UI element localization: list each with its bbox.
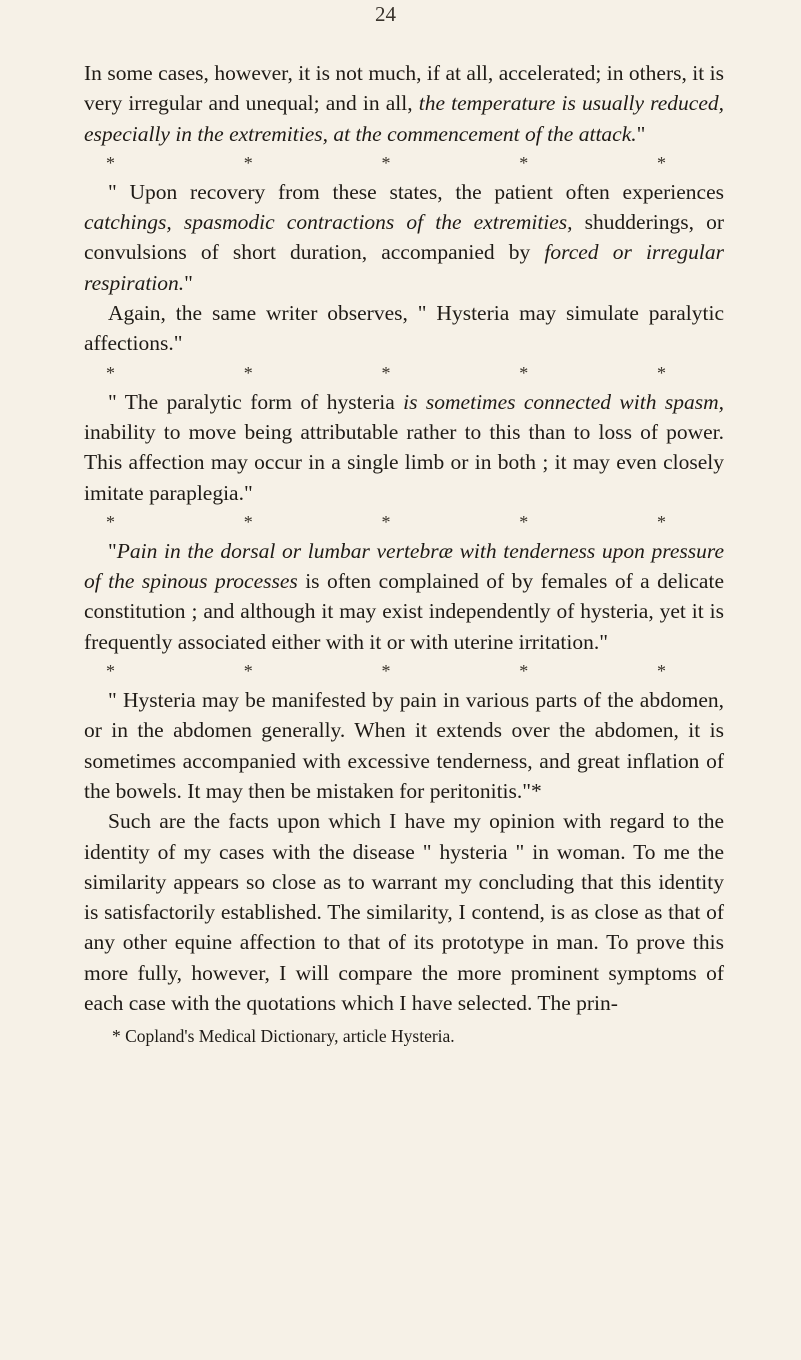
asterisk: * (381, 661, 391, 682)
text-run: " (184, 270, 193, 295)
asterisk: * (243, 152, 253, 173)
italic-text: forced or irregular respiration. (84, 240, 724, 295)
section-separator-stars (106, 149, 666, 177)
asterisk: * (657, 661, 666, 682)
footnote: * Copland's Medical Dictionary, article Hysteria. (112, 1026, 455, 1047)
section-separator-stars (106, 657, 666, 685)
asterisk: * (381, 511, 391, 532)
italic-text: the temperature is usually reduced, especially in the extremities, at the commencement of the attack. (84, 91, 724, 146)
italic-text: is sometimes connected with spasm, (403, 389, 724, 414)
asterisk: * (519, 362, 529, 383)
text-run: " Hysteria may be manifested by pain in various parts of the abdomen, or in the abdomen generally. When it extends over the abdomen, it is sometimes accompanied with excessive tenderness, and great inflation of the bowels. It may then be mistaken for peritonitis."* (84, 688, 724, 803)
asterisk: * (519, 511, 529, 532)
text-run: shudderings, or convulsions of short duration, accompanied by (84, 210, 724, 265)
text-run: Again, the same writer observes, " Hysteria may simulate paralytic affections." (84, 301, 724, 356)
asterisk: * (657, 511, 666, 532)
asterisk: * (106, 511, 115, 532)
text-run: " (108, 538, 117, 563)
text-run: In some cases, however, it is not much, if at all, accelerated; in others, it is very irregular and unequal; and in all, (84, 61, 724, 116)
asterisk: * (519, 661, 529, 682)
paragraph-p1 (84, 58, 724, 149)
asterisk: * (381, 362, 391, 383)
section-separator-stars (106, 508, 666, 536)
asterisk: * (381, 152, 391, 173)
asterisk: * (243, 661, 253, 682)
paragraph-p2 (84, 177, 724, 298)
asterisk: * (106, 362, 115, 383)
italic-text: Pain in the dorsal or lumbar vertebræ with tenderness upon pressure of the spinous processes (84, 538, 724, 594)
asterisk: * (657, 362, 666, 383)
asterisk: * (106, 661, 115, 682)
section-separator-stars (106, 359, 666, 387)
paragraph-p7 (84, 806, 724, 1018)
text-run: " The paralytic form of hysteria (108, 389, 404, 414)
text-run: " Upon recovery from these states, the patient often experiences (108, 179, 724, 204)
body-text (84, 58, 724, 1048)
text-run: Such are the facts upon which I have my opinion with regard to the identity of my cases with the disease " hysteria " in woman. To me the similarity appears so close as to warrant my concluding that this identity is satisfactorily established. The similarity, I contend, is as close as that of any other equine affection to that of its prototype in man. To prove this more fully, however, I will compare the more prominent symptoms of each case with the quotations which I have selected. The prin- (84, 809, 724, 1016)
text-run: inability to move being attributable rather to this than to loss of power. This affection may occur in a single limb or in both ; it may even closely imitate paraplegia." (84, 419, 724, 505)
text-run: " (636, 121, 646, 146)
italic-text: catchings, spasmodic contractions of the extremities, (84, 210, 573, 235)
asterisk: * (657, 152, 666, 173)
paragraph-p3 (84, 298, 724, 359)
text-run: is often complained of by females of a delicate constitution ; and although it may exist independently of hysteria, yet it is frequently associated either with it or with uterine irritation." (84, 569, 724, 654)
asterisk: * (106, 152, 115, 173)
paragraph-p4 (84, 387, 724, 508)
page-number: 24 (375, 2, 396, 26)
asterisk: * (243, 511, 253, 532)
paragraph-p5 (84, 536, 724, 657)
asterisk: * (243, 362, 253, 383)
asterisk: * (519, 152, 529, 173)
paragraph-p6 (84, 685, 724, 806)
